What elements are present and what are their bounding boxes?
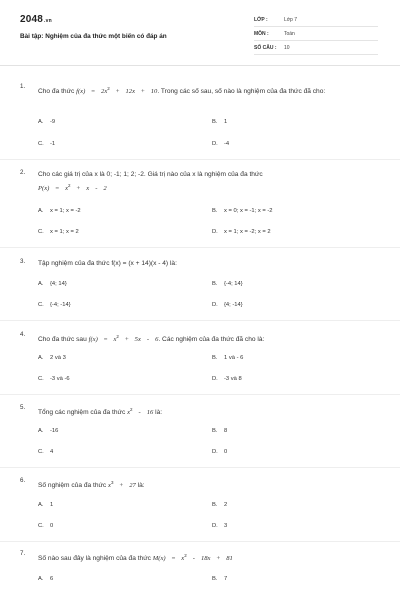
option-c[interactable] <box>38 449 53 455</box>
math-term: 16 <box>146 409 154 417</box>
meta-label: MÔN : <box>254 31 269 37</box>
option-text: -4 <box>224 141 230 147</box>
option-text: {4; 14} <box>50 281 67 287</box>
math-term: x <box>108 482 111 490</box>
math-term: 2 <box>103 185 107 193</box>
math-op: + <box>141 88 145 96</box>
option-letter: A. <box>38 119 44 125</box>
option-text: -1 <box>50 141 56 147</box>
text-segment: . Các nghiệm của đa thức đã cho là: <box>158 336 265 344</box>
question-text <box>38 169 378 194</box>
math-term: x <box>127 409 131 417</box>
question-number: 4. <box>20 331 26 338</box>
math-term: x <box>181 555 185 563</box>
option-d[interactable] <box>212 302 243 308</box>
option-a[interactable] <box>38 208 81 214</box>
math-term: 5x <box>134 336 141 344</box>
option-text: -16 <box>50 428 59 434</box>
math-op: = <box>55 185 60 193</box>
math-op: - <box>146 336 150 344</box>
meta-label: LỚP : <box>254 17 268 23</box>
option-c[interactable] <box>38 376 70 382</box>
option-letter: C. <box>38 229 44 235</box>
math-term: x <box>113 336 117 344</box>
option-c[interactable] <box>38 523 53 529</box>
option-letter: B. <box>212 281 218 287</box>
option-letter: C. <box>38 449 44 455</box>
option-b[interactable] <box>212 281 243 287</box>
math-op: + <box>124 336 129 344</box>
option-d[interactable] <box>212 141 229 147</box>
option-letter: C. <box>38 141 44 147</box>
option-text: 2 và 3 <box>50 355 66 361</box>
math-op: = <box>171 555 176 563</box>
question-text <box>38 404 378 418</box>
option-d[interactable] <box>212 523 227 529</box>
header-divider <box>0 65 400 66</box>
text-segment: . Trong các số sau, số nào là nghiệm của đa thức đã cho: <box>157 88 326 96</box>
text-segment: Tổng các nghiệm của đa thức <box>38 409 128 417</box>
option-letter: B. <box>212 119 218 125</box>
math-op: + <box>76 185 81 193</box>
option-letter: D. <box>212 376 218 382</box>
text-segment: Cho đa thức <box>38 88 77 96</box>
option-c[interactable] <box>38 229 79 235</box>
math-op: = <box>103 336 108 344</box>
option-text: 1 và - 6 <box>224 355 244 361</box>
option-text: 1 <box>224 119 228 125</box>
option-text: x = 1; x = 2 <box>50 229 79 235</box>
math-fx: f(x) <box>76 88 86 96</box>
meta-value: 10 <box>284 45 290 51</box>
option-letter: D. <box>212 523 218 529</box>
math-op: - <box>138 409 141 417</box>
math-term: 81 <box>226 555 233 563</box>
option-letter: B. <box>212 428 218 434</box>
option-text: -3 và 8 <box>224 376 242 382</box>
option-text: -3 và -6 <box>50 376 70 382</box>
math-exp: 2 <box>68 183 71 188</box>
question-separator <box>0 467 400 468</box>
meta-class-row <box>254 14 378 27</box>
option-d[interactable] <box>212 449 227 455</box>
question-number: 3. <box>20 258 26 265</box>
option-letter: A. <box>38 502 44 508</box>
option-a[interactable] <box>38 576 53 582</box>
option-a[interactable] <box>38 119 55 125</box>
question-number: 2. <box>20 169 26 176</box>
option-text: 0 <box>224 449 228 455</box>
option-letter: C. <box>38 376 44 382</box>
option-d[interactable] <box>212 229 271 235</box>
page-title: Bài tập: Nghiệm của đa thức một biến có đáp án <box>20 33 167 40</box>
option-a[interactable] <box>38 428 58 434</box>
option-text: 8 <box>224 428 228 434</box>
question-number: 7. <box>20 550 26 557</box>
option-b[interactable] <box>212 119 227 125</box>
option-letter: A. <box>38 428 44 434</box>
math-px: P(x) <box>38 185 50 193</box>
option-text: 4 <box>50 449 54 455</box>
option-letter: D. <box>212 229 218 235</box>
option-text: 0 <box>50 523 54 529</box>
math-term: 10 <box>150 88 158 96</box>
question-text <box>38 331 378 345</box>
option-c[interactable] <box>38 141 55 147</box>
math-op: - <box>95 185 98 193</box>
option-b[interactable] <box>212 576 227 582</box>
meta-value: Lớp 7 <box>284 17 298 23</box>
math-term: x <box>65 185 69 193</box>
option-text: x = 1; x = -2 <box>50 208 81 214</box>
option-c[interactable] <box>38 302 71 308</box>
option-letter: B. <box>212 576 218 582</box>
option-letter: A. <box>38 281 44 287</box>
math-term: 2x <box>101 88 108 96</box>
math-term: 6 <box>155 336 159 344</box>
option-text: {-4; 14} <box>224 281 243 287</box>
math-op: + <box>115 88 120 96</box>
option-b[interactable] <box>212 502 227 508</box>
question-text <box>38 550 378 564</box>
math-op: + <box>216 555 221 563</box>
option-letter: B. <box>212 502 218 508</box>
math-mx: M(x) <box>152 555 166 563</box>
question-separator <box>0 247 400 248</box>
question-text <box>38 83 378 97</box>
question-separator <box>0 394 400 395</box>
option-d[interactable] <box>212 376 242 382</box>
text-segment: Cho đa thức sau <box>38 336 89 344</box>
text-segment: Số nào sau đây là nghiệm của đa thức <box>38 555 153 563</box>
option-b[interactable] <box>212 428 227 434</box>
question-separator <box>0 159 400 160</box>
text-segment: Cho các giá trị của x là 0; -1; 1; 2; -2. Giá trị nào của x là nghiệm của đa thức <box>38 171 263 178</box>
question-text <box>38 477 378 491</box>
option-text: {4; -14} <box>224 302 243 308</box>
option-text: -9 <box>50 119 56 125</box>
option-a[interactable] <box>38 281 67 287</box>
option-letter: A. <box>38 576 44 582</box>
option-a[interactable] <box>38 502 53 508</box>
option-letter: B. <box>212 355 218 361</box>
math-exp: 2 <box>116 334 119 339</box>
option-text: 7 <box>224 576 228 582</box>
math-op: - <box>192 555 195 563</box>
question-separator <box>0 320 400 321</box>
logo-suffix: .vn <box>44 18 52 24</box>
option-b[interactable] <box>212 208 273 214</box>
math-exp: 2 <box>130 407 133 412</box>
option-text: x = 0; x = -1; x = -2 <box>224 208 273 214</box>
option-text: {-4; -14} <box>50 302 71 308</box>
meta-label: SỐ CÂU : <box>254 45 277 51</box>
site-logo[interactable] <box>20 14 52 25</box>
option-letter: C. <box>38 523 44 529</box>
math-exp: 2 <box>184 553 187 558</box>
math-exp: 2 <box>107 86 110 91</box>
option-text: x = 1; x = -2; x = 2 <box>224 229 271 235</box>
meta-subject-row <box>254 28 378 41</box>
option-letter: D. <box>212 449 218 455</box>
meta-count-row <box>254 42 378 55</box>
logo-text: 2048 <box>20 14 44 25</box>
math-term: 12x <box>125 88 136 96</box>
text-segment: Số nghiệm của đa thức <box>38 482 109 490</box>
text-segment: là: <box>135 482 145 490</box>
math-exp: 3 <box>110 480 114 485</box>
page-header <box>0 0 400 64</box>
option-letter: A. <box>38 208 44 214</box>
math-op: = <box>91 88 96 96</box>
math-term: x <box>86 185 90 193</box>
question-separator <box>0 541 400 542</box>
option-text: 3 <box>224 523 228 529</box>
question-number: 6. <box>20 477 26 484</box>
option-text: 1 <box>50 502 54 508</box>
math-term: 18x <box>200 555 211 563</box>
math-op: + <box>119 482 124 490</box>
option-letter: A. <box>38 355 44 361</box>
question-number: 1. <box>20 83 26 90</box>
math-fx: f(x) <box>88 336 98 344</box>
option-letter: D. <box>212 141 218 147</box>
meta-value: Toán <box>284 31 295 37</box>
math-term: 27 <box>129 482 136 490</box>
option-letter: B. <box>212 208 218 214</box>
option-letter: C. <box>38 302 44 308</box>
question-text: Tập nghiệm của đa thức f(x) = (x + 14)(x - 4) là: <box>38 260 177 267</box>
option-a[interactable] <box>38 355 66 361</box>
text-segment: là: <box>153 409 163 417</box>
option-text: 6 <box>50 576 54 582</box>
question-number: 5. <box>20 404 26 411</box>
option-b[interactable] <box>212 355 243 361</box>
option-letter: D. <box>212 302 218 308</box>
option-text: 2 <box>224 502 228 508</box>
